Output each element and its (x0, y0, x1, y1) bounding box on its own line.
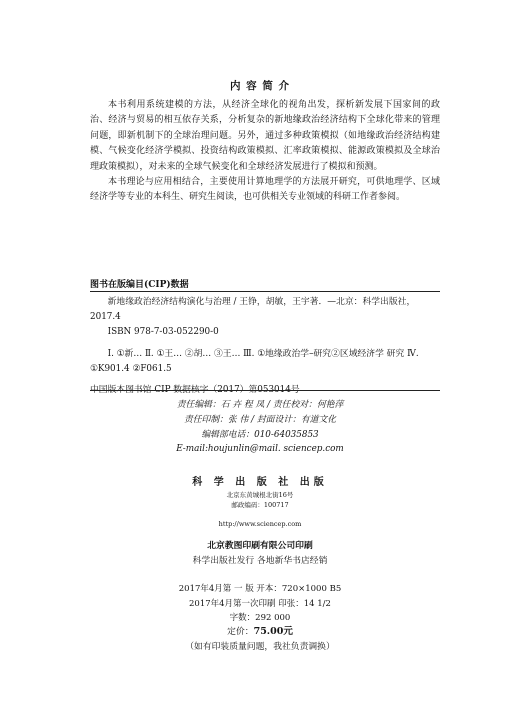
cip-title: 图书在版编目(CIP)数据 (90, 280, 189, 290)
intro-heading: 内 容 简 介 (230, 80, 290, 92)
cip-top-rule (90, 291, 440, 292)
printer-line: 北京教图印刷有限公司印刷 (207, 541, 313, 551)
printing-block (0, 539, 520, 568)
distributor-line: 科学出版社发行 各地新华书店经销 (192, 555, 328, 566)
cip-bottom-rule (90, 390, 440, 391)
publisher-postcode: 邮政编码：100717 (231, 501, 289, 509)
edition-block (0, 582, 520, 626)
printing-run-line: 2017年4月第一次印刷 印张：14 1/2 (189, 598, 331, 609)
publisher-address: 北京东黄城根北街16号 (226, 491, 294, 499)
intro-paragraph: 本书理论与应用相结合，主要使用计算地理学的方法展开研究，可供地理学、区域经济学等专业的本科生、研究生阅读，也可供相关专业领域的科研工作者参阅。 (90, 177, 440, 203)
price-label: 定价： (227, 627, 254, 637)
word-count: 字数：292 000 (229, 613, 291, 624)
cip-entry-title: 新地缘政治经济结构演化与治理 / 王铮，胡敏，王宇著．—北京：科学出版社，2017.4 (90, 297, 416, 323)
price-value: 75.00元 (253, 626, 293, 637)
cip-subject-line: Ⅰ. ①新… Ⅱ. ①王… ②胡… ③王… Ⅲ. ①地缘政治学–研究②区域经济学 研究 Ⅳ. ①K901.4 ②F061.5 (90, 348, 419, 374)
publisher-website: http://www.sciencep.com (218, 520, 302, 528)
cip-block (90, 295, 440, 398)
cip-number: 中国版本图书馆 CIP 数据核字（2017）第053014号 (90, 385, 300, 396)
edition-line: 2017年4月第 一 版 开本：720×1000 B5 (178, 584, 342, 594)
credits-block (0, 398, 520, 457)
credits-email-line: E-mail:houjunlin@mail. sciencep.com (176, 444, 344, 455)
credits-print-line: 责任印制：张 伟 / 封面设计：有道文化 (183, 414, 337, 425)
price-block (0, 625, 520, 654)
intro-paragraph: 本书利用系统建模的方法，从经济全球化的视角出发，探析新发展下国家间的政治、经济与贸易的相互依存关系，分析复杂的新地缘政治经济结构下全球化带来的管理问题，即新机制下的全球治理问题。另外，通过多种政策模拟（如地缘政治经济结构建模、气候变化经济学模拟、投资结构政策模拟、汇率政策模拟、能源政策模拟及全球治理政策模拟），对未来的全球气候变化和全球经济发展进行了模拟和预测。 (90, 100, 440, 172)
cip-isbn: ISBN 978-7-03-052290-0 (107, 327, 219, 338)
credits-phone-line: 编辑部电话：010-64035853 (201, 429, 319, 440)
quality-note: （如有印装质量问题，我社负责调换） (185, 641, 335, 652)
intro-text (90, 98, 440, 206)
credits-editor-line: 责任编辑：石 卉 程 凤 / 责任校对：何艳萍 (176, 400, 344, 410)
price-line (0, 625, 520, 640)
publisher-name: 科 学 出 版 社 出版 (192, 477, 328, 488)
